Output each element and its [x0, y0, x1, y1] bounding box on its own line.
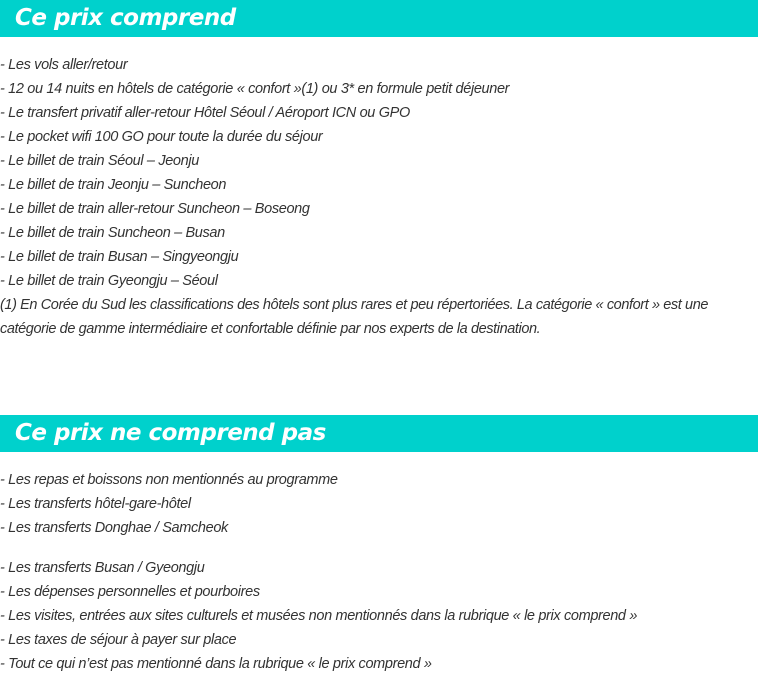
list-spacer [0, 540, 758, 556]
list-item: - Les visites, entrées aux sites culturels et musées non mentionnés dans la rubrique « le prix comprend » [0, 608, 638, 624]
list-item: - Le billet de train Busan – Singyeongju [0, 249, 239, 265]
list-item: - Les vols aller/retour [0, 57, 128, 73]
hotel-classification-footnote: (1) En Corée du Sud les classifications des hôtels sont plus rares et peu répertoriées. La catégorie « confort » est une catégorie de gamme intermédiaire et confortable définie par nos experts de la destination. [0, 297, 709, 337]
list-item: - Tout ce qui n’est pas mentionné dans la rubrique « le prix comprend » [0, 656, 432, 672]
list-item: - 12 ou 14 nuits en hôtels de catégorie « confort »(1) ou 3* en formule petit déjeuner [0, 81, 510, 97]
included-title: Ce prix comprend [15, 5, 236, 31]
included-section-header [0, 0, 758, 37]
list-item: - Le billet de train aller-retour Suncheon – Boseong [0, 201, 310, 217]
list-item: - Les transferts Busan / Gyeongju [0, 560, 205, 576]
list-item: - Le billet de train Jeonju – Suncheon [0, 177, 227, 193]
list-item: - Le billet de train Suncheon – Busan [0, 225, 225, 241]
list-item: - Les transferts Donghae / Samcheok [0, 520, 228, 536]
excluded-section-header [0, 415, 758, 452]
excluded-list [0, 468, 758, 676]
list-item: - Le billet de train Séoul – Jeonju [0, 153, 199, 169]
included-list [0, 53, 758, 293]
list-item: - Le billet de train Gyeongju – Séoul [0, 273, 218, 289]
list-item: - Les dépenses personnelles et pourboires [0, 584, 260, 600]
list-item: - Le pocket wifi 100 GO pour toute la durée du séjour [0, 129, 323, 145]
excluded-title: Ce prix ne comprend pas [15, 420, 326, 446]
list-item: - Le transfert privatif aller-retour Hôtel Séoul / Aéroport ICN ou GPO [0, 105, 410, 121]
list-item: - Les taxes de séjour à payer sur place [0, 632, 237, 648]
list-item: - Les repas et boissons non mentionnés au programme [0, 472, 338, 488]
list-item: - Les transferts hôtel-gare-hôtel [0, 496, 191, 512]
